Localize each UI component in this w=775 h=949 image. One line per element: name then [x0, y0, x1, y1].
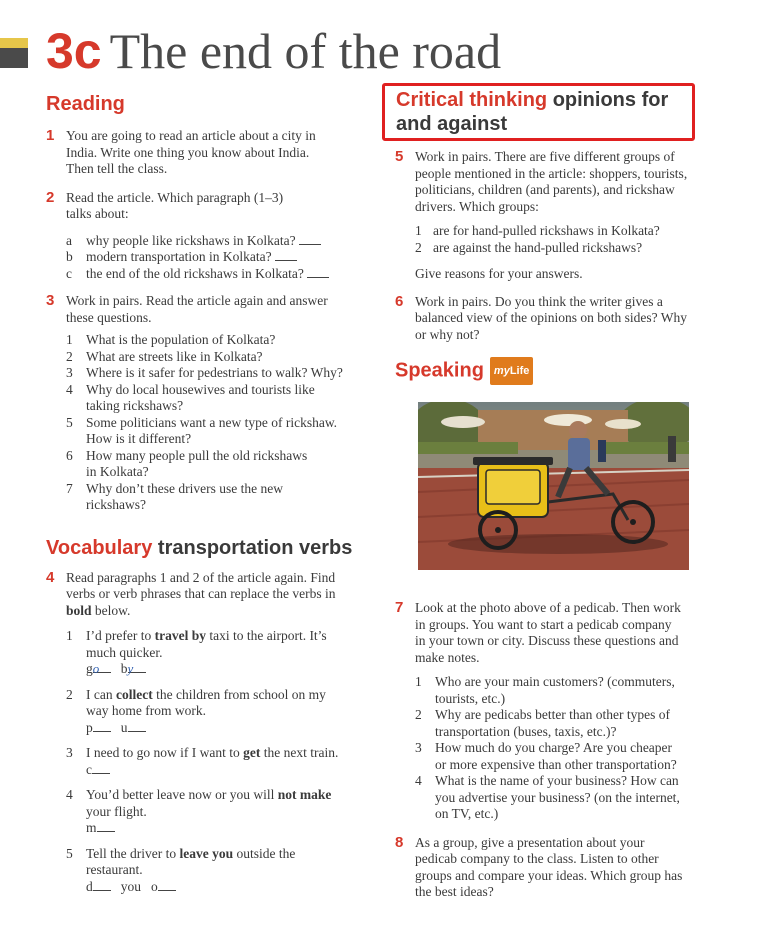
list-item: [395, 707, 725, 740]
answer-word: you: [120, 878, 141, 894]
text-fragment: I’d prefer to: [86, 628, 155, 643]
item-text: are against the hand-pulled rickshaws?: [433, 239, 643, 255]
item-label: 5: [66, 414, 73, 430]
exercise-3-items: [46, 332, 376, 514]
badge-life: Life: [509, 365, 530, 377]
item-sentence: [86, 687, 376, 704]
text-line: groups and compare your ideas. Which group has: [415, 867, 683, 883]
exercise-5: [395, 149, 725, 215]
item-text: transportation (buses, taxis, etc.)?: [435, 723, 617, 739]
text-line: Work in pairs. There are five different groups of: [415, 149, 675, 164]
exercise-3: [46, 293, 376, 326]
text-line: talks about:: [66, 206, 129, 221]
exercise-8: [395, 835, 725, 901]
handwritten-answer: y: [127, 661, 134, 676]
item-sentence-line2: your flight.: [86, 803, 147, 819]
item-label: 7: [66, 480, 73, 496]
text-line: Look at the photo above of a pedicab. Then work: [415, 600, 681, 615]
item-text: you advertise your business? (on the internet,: [435, 789, 680, 805]
text-fragment: Tell the driver to: [86, 845, 180, 861]
answer-initial: d: [86, 878, 93, 894]
answer-initial: o: [151, 878, 158, 894]
page-tab-marker: [0, 48, 28, 68]
list-item: [46, 266, 376, 283]
answer-blank[interactable]: [93, 879, 111, 891]
mylife-badge: [490, 357, 533, 385]
answer-blank-group[interactable]: [121, 661, 146, 678]
text-line: verbs or verb phrases that can replace the verbs in: [66, 586, 336, 601]
text-fragment: below.: [94, 602, 131, 618]
answer-blank[interactable]: [127, 661, 146, 676]
text-line: Work in pairs. Do you think the writer gives a: [415, 293, 663, 309]
item-label: 4: [415, 773, 422, 788]
vocab-item: [46, 687, 376, 737]
speaking-exercises: [395, 600, 725, 901]
item-text: rickshaws?: [86, 497, 146, 512]
bold-word: bold: [66, 602, 92, 618]
item-text: Where is it safer for pedestrians to walk? Why?: [86, 365, 343, 380]
text-line: the best ideas?: [415, 884, 494, 899]
item-text: in Kolkata?: [86, 464, 149, 479]
answer-blank[interactable]: [158, 879, 176, 891]
right-column: [395, 88, 725, 385]
answer-initial: u: [120, 719, 128, 735]
answer-blank-group[interactable]: [86, 879, 111, 896]
text-line: Read paragraphs 1 and 2 of the article again. Find: [66, 569, 336, 585]
heading-red: Speaking: [395, 359, 484, 382]
item-text: Why do local housewives and tourists like: [86, 381, 315, 397]
answer-blank[interactable]: [92, 661, 111, 676]
exercise-number: 4: [46, 568, 55, 586]
list-item: [46, 233, 376, 250]
item-sentence-line2: way home from work.: [86, 703, 206, 718]
exercise-number: 5: [395, 148, 404, 165]
item-text: are for hand-pulled rickshaws in Kolkata?: [433, 223, 660, 238]
list-item: [395, 740, 725, 773]
text-fragment: You’d better leave now or you will: [86, 787, 278, 802]
text-line: people mentioned in the article: shoppers, tourists,: [415, 165, 688, 181]
text-line: Work in pairs. Read the article again and answer: [66, 293, 328, 308]
exercise-number: 1: [46, 127, 55, 144]
list-item: [46, 481, 376, 514]
answer-row: [86, 820, 376, 837]
list-item: [46, 349, 376, 366]
exercise-number: 8: [395, 833, 404, 851]
bold-word: travel by: [154, 628, 206, 643]
item-text: What is the population of Kolkata?: [86, 332, 276, 347]
item-text: Who are your main customers? (commuters,: [435, 674, 675, 689]
vocabulary-items: [46, 628, 376, 895]
item-text: Why are pedicabs better than other types of: [435, 707, 671, 722]
exercise-4: [46, 570, 376, 620]
item-sentence: [86, 628, 376, 645]
item-text: or more expensive than other transportation?: [435, 756, 677, 772]
answer-row: [86, 661, 376, 678]
exercise-number: 2: [46, 188, 55, 206]
list-item: [46, 332, 376, 349]
item-label: c: [66, 265, 72, 281]
item-label: 2: [66, 686, 73, 702]
list-item: [46, 448, 376, 481]
item-label: b: [66, 249, 73, 264]
item-label: 4: [66, 381, 73, 397]
exercise-1: [46, 128, 376, 178]
item-label: 3: [66, 365, 73, 380]
answer-blank[interactable]: [128, 720, 146, 732]
bold-word: get: [243, 745, 261, 760]
exercise-number: 7: [395, 599, 404, 616]
item-label: 5: [66, 845, 73, 861]
text-line: Give reasons for your answers.: [415, 266, 583, 281]
list-item: [395, 223, 725, 240]
vocabulary-heading: [46, 536, 376, 560]
answer-blank-group[interactable]: [86, 820, 115, 837]
heading-dark: opinions for: [552, 89, 669, 111]
exercise-2-items: [46, 233, 376, 283]
speaking-heading: [395, 357, 725, 385]
pedicab-illustration: [418, 402, 689, 570]
exercise-number: 3: [46, 292, 55, 309]
answer-blank-group[interactable]: [151, 879, 176, 896]
list-item: [395, 240, 725, 257]
item-text: Why don’t these drivers use the new: [86, 480, 283, 496]
answer-blank[interactable]: [275, 250, 297, 261]
text-line: in your town or city. Discuss these questions and: [415, 633, 679, 648]
item-label: 1: [415, 223, 422, 238]
page-title: [46, 22, 501, 82]
answer-blank[interactable]: [299, 234, 321, 245]
item-text: How is it different?: [86, 431, 192, 446]
item-text: What is the name of your business? How can: [435, 773, 679, 788]
item-label: 3: [66, 745, 73, 760]
heading-red: Vocabulary: [46, 536, 153, 559]
item-label: 1: [415, 674, 422, 689]
item-label: 1: [66, 332, 73, 347]
item-label: 2: [415, 707, 422, 722]
left-column: [46, 90, 376, 904]
item-text: tourists, etc.): [435, 690, 506, 706]
vocab-item: [46, 628, 376, 678]
exercise-5-items: [395, 223, 725, 256]
answer-row: [86, 720, 376, 737]
answer-blank[interactable]: [93, 720, 111, 732]
reading-heading: Reading: [46, 93, 125, 115]
item-sentence: [86, 787, 376, 804]
exercise-text: [66, 128, 376, 178]
answer-blank[interactable]: [97, 820, 115, 832]
text-fragment: I need to go now if I want to: [86, 745, 244, 760]
exercise-7: [395, 600, 725, 666]
exercise-2: [46, 190, 376, 223]
item-sentence-line2: much quicker.: [86, 644, 163, 660]
pedicab-photo: [418, 402, 689, 570]
answer-blank-group[interactable]: [86, 762, 110, 779]
item-label: 2: [66, 348, 73, 364]
unit-name: The end of the road: [109, 23, 502, 79]
heading-red: Critical thinking: [396, 89, 548, 111]
text-fragment: taxi to the airport. It’s: [205, 628, 327, 643]
unit-code: 3c: [46, 23, 102, 79]
list-item: [46, 365, 376, 382]
text-line: India. Write one thing you know about India.: [66, 144, 310, 160]
exercise-number: 6: [395, 292, 404, 310]
text-line: [66, 603, 376, 620]
item-text: How many people pull the old rickshaws: [86, 447, 308, 463]
text-line: pedicab company to the class. Listen to other: [415, 851, 659, 866]
answer-blank-group[interactable]: [121, 720, 146, 737]
vocab-item: [46, 745, 376, 778]
text-fragment: the next train.: [260, 745, 339, 760]
list-item: [46, 415, 376, 448]
exercise-5-after: [395, 266, 725, 283]
text-fragment: outside the: [233, 845, 296, 861]
heading-dark: and against: [396, 113, 508, 135]
answer-blank[interactable]: [307, 267, 329, 278]
item-text: why people like rickshaws in Kolkata?: [86, 232, 296, 248]
item-sentence: [86, 745, 376, 762]
answer-initial: b: [120, 661, 128, 676]
badge-my: my: [493, 365, 510, 377]
text-line: You are going to read an article about a city in: [66, 128, 316, 143]
text-line: or why not?: [415, 326, 480, 342]
handwritten-answer: o: [92, 661, 100, 676]
item-label: 2: [415, 239, 422, 255]
list-item: [395, 674, 725, 707]
answer-initial: g: [86, 661, 93, 676]
item-label: 4: [66, 787, 73, 802]
answer-blank[interactable]: [92, 762, 110, 774]
answer-row: [86, 879, 376, 896]
bold-word: leave you: [179, 845, 234, 861]
list-item: [395, 773, 725, 823]
exercise-7-items: [395, 674, 725, 823]
item-label: 6: [66, 447, 73, 463]
item-text: on TV, etc.): [435, 806, 499, 821]
text-line: Then tell the class.: [66, 161, 168, 176]
answer-initial: c: [86, 761, 92, 777]
answer-blank-group[interactable]: [86, 720, 111, 737]
text-line: these questions.: [66, 309, 152, 325]
item-text: What are streets like in Kolkata?: [86, 348, 263, 364]
item-text: modern transportation in Kolkata?: [86, 249, 272, 264]
text-fragment: the children from school on my: [152, 686, 326, 702]
answer-initial: m: [86, 820, 97, 835]
answer-initial: p: [86, 719, 93, 735]
item-sentence-line2: restaurant.: [86, 862, 143, 877]
exercise-6: [395, 294, 725, 344]
list-item: [46, 249, 376, 266]
text-fragment: I can: [86, 686, 116, 702]
text-line: drivers. Which groups:: [415, 198, 539, 214]
bold-word: collect: [115, 686, 153, 702]
heading-dark: transportation verbs: [157, 536, 353, 559]
list-item: [46, 382, 376, 415]
item-label: 3: [415, 740, 422, 755]
bold-word: not make: [277, 787, 332, 802]
text-line: Read the article. Which paragraph (1–3): [66, 189, 284, 205]
item-text: How much do you charge? Are you cheaper: [435, 740, 673, 755]
text-line: balanced view of the opinions on both sides? Why: [415, 310, 687, 325]
vocab-item: [46, 787, 376, 837]
item-text: the end of the old rickshaws in Kolkata?: [86, 265, 304, 281]
answer-blank-group[interactable]: [86, 661, 111, 678]
item-text: Some politicians want a new type of rickshaw.: [86, 414, 338, 430]
vocab-item: [46, 846, 376, 896]
text-line: make notes.: [415, 649, 480, 665]
item-label: 1: [66, 628, 73, 643]
text-line: politicians, children (and parents), and rickshaw: [415, 182, 675, 197]
item-text: taking rickshaws?: [86, 398, 184, 413]
critical-thinking-heading: [395, 88, 725, 136]
item-sentence: [86, 846, 376, 863]
text-line: in groups. You want to start a pedicab company: [415, 616, 672, 632]
text-line: As a group, give a presentation about your: [415, 834, 645, 850]
answer-row: [86, 762, 376, 779]
item-label: a: [66, 232, 72, 248]
